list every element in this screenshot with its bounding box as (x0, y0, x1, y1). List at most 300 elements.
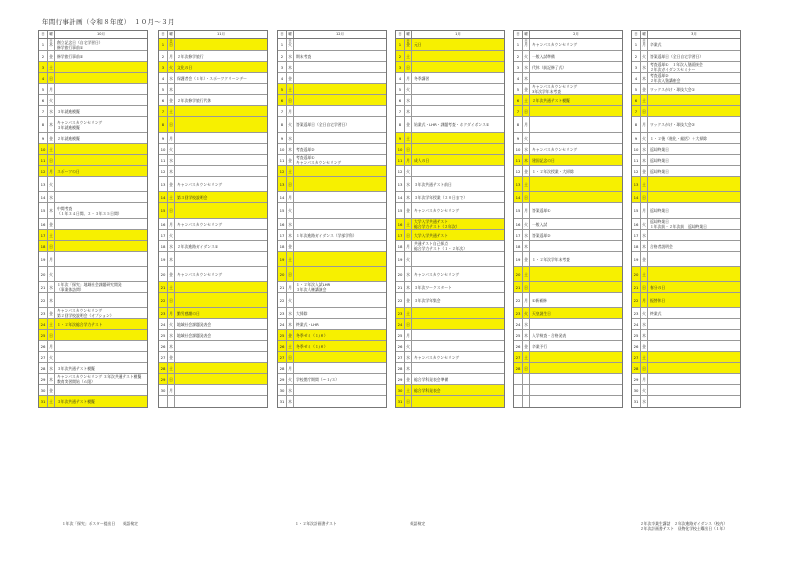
calendar-row (39, 203, 147, 219)
event-cell (530, 293, 622, 307)
event-cell (294, 144, 386, 154)
footer-note (62, 521, 138, 526)
event-text: ３年次学年授業（２０日まで） (414, 194, 468, 200)
event-cell (412, 106, 504, 116)
weekday-label: 土 (48, 62, 55, 72)
day-number: 22 (278, 293, 287, 307)
day-number: 21 (39, 282, 48, 292)
weekday-label: 土 (405, 308, 412, 318)
day-number: 16 (39, 219, 48, 229)
event-cell (530, 51, 622, 61)
day-number: 18 (278, 241, 287, 251)
event-cell (175, 252, 267, 266)
day-number: 11 (396, 155, 405, 165)
event-cell (175, 84, 267, 94)
event-cell (530, 95, 622, 105)
calendar-row (514, 341, 622, 352)
weekday-label: 月 (641, 374, 648, 384)
day-number: 11 (278, 155, 287, 165)
weekday-label: 土 (523, 267, 530, 281)
calendar-row (39, 155, 147, 166)
event-text: 中間考査 (57, 205, 73, 211)
day-number: 23 (514, 308, 523, 318)
event-cell (55, 330, 147, 340)
calendar-row (39, 363, 147, 374)
calendar-row (278, 352, 386, 363)
event-cell (294, 230, 386, 240)
weekday-label: 金 (168, 177, 175, 191)
calendar-row (278, 166, 386, 177)
weekday-label: 金 (48, 133, 55, 143)
day-number: 24 (514, 319, 523, 329)
day-number: 17 (632, 230, 641, 240)
event-cell (412, 192, 504, 202)
calendar-row (278, 374, 386, 385)
weekday-label: 水 (287, 385, 294, 395)
event-text: 創立記念日（自宅学習日） (57, 39, 103, 45)
event-text: 春分の日 (650, 284, 666, 290)
event-cell (412, 267, 504, 281)
calendar-row (396, 330, 504, 341)
event-cell (530, 62, 622, 72)
weekday-label: 金 (641, 252, 648, 266)
event-cell (648, 133, 740, 143)
weekday-label: 月 (168, 133, 175, 143)
weekday-label: 月 (287, 192, 294, 202)
calendar-row (278, 62, 386, 73)
day-header: 日 (39, 31, 48, 38)
weekday-label: 水 (523, 319, 530, 329)
weekday-label: 火 (48, 352, 55, 362)
weekday-label: 月 (405, 155, 412, 165)
day-number: 9 (159, 133, 168, 143)
event-cell (175, 282, 267, 292)
event-text: 冬季ゼミ（１/８） (296, 343, 328, 349)
day-number: 27 (632, 352, 641, 362)
day-number: 12 (159, 166, 168, 176)
weekday-label: 金 (405, 374, 412, 384)
calendar-row (514, 192, 622, 203)
calendar-row (39, 282, 147, 293)
event-cell (175, 374, 267, 384)
weekday-label: 月 (168, 385, 175, 395)
weekday-label: 土 (641, 352, 648, 362)
calendar-row (632, 203, 740, 219)
weekday-label: 水 (48, 192, 55, 202)
event-text: キャンパスカウンセリング (57, 308, 103, 313)
weekday-label: 火 (641, 308, 648, 318)
event-cell (412, 241, 504, 251)
calendar-row (278, 133, 386, 144)
day-number: 18 (514, 241, 523, 251)
weekday-label: 木 (48, 39, 55, 50)
calendar-row (159, 166, 267, 177)
calendar-row (159, 117, 267, 133)
weekday-label: 火 (168, 144, 175, 154)
calendar-row (514, 363, 622, 374)
day-number: 4 (278, 73, 287, 83)
event-cell (412, 374, 504, 384)
event-cell (530, 330, 622, 340)
day-number: 20 (396, 267, 405, 281)
event-text: キャンパスカウンセリング (414, 354, 460, 360)
weekday-label: 日 (168, 374, 175, 384)
event-text: （事業体訪問） (57, 287, 84, 292)
calendar-row (159, 374, 267, 385)
calendar-row (278, 241, 386, 252)
calendar-row (396, 267, 504, 282)
day-number: 23 (396, 308, 405, 318)
calendar-row (159, 319, 267, 330)
event-text: 第２回学校説明会（オプション） (57, 313, 114, 318)
weekday-label: 日 (287, 177, 294, 191)
weekday-label: 日 (48, 73, 55, 83)
calendar-row (278, 39, 386, 51)
calendar-row (39, 252, 147, 267)
weekday-label: 水 (48, 363, 55, 373)
event-cell (412, 252, 504, 266)
event-cell (294, 133, 386, 143)
event-cell (648, 62, 740, 72)
day-number: 14 (159, 192, 168, 202)
day-number: 2 (278, 51, 287, 61)
event-cell (530, 241, 622, 251)
calendar-row (159, 155, 267, 166)
event-cell (55, 241, 147, 251)
weekday-label: 月 (168, 51, 175, 61)
calendar-row (278, 267, 386, 282)
event-cell (55, 166, 147, 176)
weekday-label: 火 (168, 319, 175, 329)
event-text: 共通テスト自己採点 (414, 241, 449, 246)
day-number: 26 (39, 341, 48, 351)
event-cell (412, 308, 504, 318)
calendar-row (514, 267, 622, 282)
weekday-label: 金 (287, 330, 294, 340)
event-cell (648, 51, 740, 61)
event-cell (648, 73, 740, 83)
calendar-row (278, 155, 386, 166)
weekday-label: 水 (168, 330, 175, 340)
event-text: 返却終業日 (650, 157, 669, 163)
weekday-label: 火 (168, 62, 175, 72)
calendar-row (159, 252, 267, 267)
calendar-row (514, 396, 622, 407)
calendar-row (514, 106, 622, 117)
event-cell (55, 352, 147, 362)
calendar-row (159, 192, 267, 203)
event-cell (175, 230, 267, 240)
weekday-label: 月 (48, 84, 55, 94)
day-number: 8 (159, 117, 168, 132)
weekday-label: 火 (287, 293, 294, 307)
calendar-row (632, 177, 740, 192)
event-cell (175, 166, 267, 176)
day-number: 8 (39, 117, 48, 132)
event-text: キャンパスカウンセリング (57, 119, 103, 125)
calendar-row (396, 192, 504, 203)
weekday-label: 水 (287, 219, 294, 229)
event-text: 大掃除 (296, 310, 308, 316)
day-number: 3 (396, 62, 405, 72)
event-text: 建国記念の日 (532, 157, 555, 163)
day-number: 29 (278, 374, 287, 384)
event-cell (648, 396, 740, 407)
weekday-label: 水 (641, 396, 648, 407)
day-number: 7 (396, 106, 405, 116)
weekday-label: 火 (523, 133, 530, 143)
event-text: １・２年次総合学力テスト (57, 321, 103, 327)
event-cell (648, 230, 740, 240)
weekday-label: 金 (48, 219, 55, 229)
day-number: 25 (396, 330, 405, 340)
weekday-label: 土 (405, 51, 412, 61)
weekday-label: 水 (641, 319, 648, 329)
calendar-row (278, 51, 386, 62)
event-cell (412, 219, 504, 229)
weekday-label: 木 (405, 282, 412, 292)
weekday-label: 月 (48, 252, 55, 266)
event-cell (294, 73, 386, 83)
weekday-label: 金 (523, 84, 530, 94)
event-text: 第３回学校説明会 (177, 194, 208, 200)
day-number: 17 (514, 230, 523, 240)
calendar-row (396, 155, 504, 166)
event-text: 一般入試準備 (532, 53, 555, 59)
event-cell (175, 341, 267, 351)
weekday-label: 月 (523, 293, 530, 307)
event-cell (175, 155, 267, 165)
event-cell (412, 341, 504, 351)
weekday-label: 金 (641, 341, 648, 351)
weekday-label: 水 (287, 133, 294, 143)
weekday-label: 月 (168, 219, 175, 229)
calendar-row (514, 73, 622, 84)
event-text: キャンパスカウンセリング ３年次共通テスト模擬 (57, 374, 142, 379)
weekday-label: 日 (405, 144, 412, 154)
event-cell (530, 84, 622, 94)
calendar-row (632, 51, 740, 62)
day-number: 20 (632, 267, 641, 281)
weekday-label: 月 (287, 282, 294, 292)
calendar-row (159, 267, 267, 282)
calendar-row (39, 144, 147, 155)
event-text: ３年次人権講演会 (296, 287, 327, 292)
month-column (38, 30, 148, 408)
calendar-row (396, 62, 504, 73)
weekday-label: 金 (287, 241, 294, 251)
event-cell (55, 341, 147, 351)
day-number: 12 (396, 166, 405, 176)
weekday-label: 日 (523, 106, 530, 116)
event-cell (412, 166, 504, 176)
event-cell (294, 267, 386, 281)
calendar-row (159, 106, 267, 117)
calendar-row (39, 330, 147, 341)
day-number: 21 (396, 282, 405, 292)
event-cell (175, 73, 267, 83)
calendar-row (39, 117, 147, 133)
weekday-label: 木 (287, 230, 294, 240)
event-cell (175, 106, 267, 116)
event-cell (530, 385, 622, 395)
weekday-label: 金 (287, 155, 294, 165)
calendar-row (39, 219, 147, 230)
weekday-label: 木 (287, 396, 294, 407)
event-cell (530, 252, 622, 266)
calendar-row (278, 84, 386, 95)
day-number: 2 (396, 51, 405, 61)
event-cell (412, 363, 504, 373)
calendar-row (514, 203, 622, 219)
event-cell (55, 282, 147, 292)
weekday-label: 土 (48, 230, 55, 240)
weekday-label: 日 (405, 396, 412, 407)
day-number: 5 (632, 84, 641, 94)
event-cell (175, 51, 267, 61)
event-cell (412, 352, 504, 362)
day-number: 18 (159, 241, 168, 251)
calendar-row (396, 363, 504, 374)
calendar-row (39, 396, 147, 407)
calendar-row (39, 133, 147, 144)
weekday-label: 金 (523, 252, 530, 266)
day-number: 20 (278, 267, 287, 281)
event-text: 天皇誕生日 (532, 310, 551, 316)
event-cell (294, 177, 386, 191)
event-text: 総合学力テスト（１・２年次） (414, 246, 468, 251)
calendar-row (39, 293, 147, 308)
footer-note-line: 英語検定 (410, 521, 426, 526)
weekday-label: 火 (48, 267, 55, 281)
day-number: 9 (632, 133, 641, 143)
day-number: 3 (632, 62, 641, 72)
weekday-label: 金 (48, 51, 55, 61)
calendar-row (159, 84, 267, 95)
weekday-label: 土 (523, 95, 530, 105)
event-cell (412, 62, 504, 72)
day-number: 25 (159, 330, 168, 340)
weekday-label: 日 (523, 282, 530, 292)
weekday-label: 土 (405, 219, 412, 229)
day-number: 8 (514, 117, 523, 132)
day-number: 25 (39, 330, 48, 340)
day-number: 16 (159, 219, 168, 229)
day-number: 27 (514, 352, 523, 362)
event-cell (294, 51, 386, 61)
event-text: 振替休日 (650, 297, 666, 303)
weekday-label: 水 (405, 267, 412, 281)
weekday-label: 水 (287, 308, 294, 318)
weekday-label (523, 374, 530, 384)
event-cell (648, 106, 740, 116)
event-text: キャンパスカウンセリング (532, 42, 578, 47)
weekday-label: 金 (405, 117, 412, 132)
event-text: 合格者説明会 (650, 243, 673, 249)
day-number: 22 (39, 293, 48, 307)
weekday-label: 火 (287, 374, 294, 384)
calendar-row (39, 385, 147, 396)
day-number: 11 (39, 155, 48, 165)
weekday-label: 火 (405, 252, 412, 266)
weekday-label: 火 (523, 308, 530, 318)
event-cell (530, 155, 622, 165)
event-text: ３年就進模擬 (57, 124, 80, 130)
event-cell (55, 95, 147, 105)
calendar-row (632, 155, 740, 166)
event-text: キャンパスカウンセリング (532, 146, 578, 152)
day-number: 4 (39, 73, 48, 83)
event-cell (412, 84, 504, 94)
calendar-row (396, 84, 504, 95)
event-cell (175, 203, 267, 218)
event-cell (55, 385, 147, 395)
day-number: 28 (514, 363, 523, 373)
day-number: 20 (159, 267, 168, 281)
month-header (396, 31, 504, 43)
day-number: 6 (278, 95, 287, 105)
weekday-label: 土 (287, 252, 294, 266)
event-cell (648, 385, 740, 395)
event-text: １年次進路ガイダンス（学部学科） (296, 232, 357, 238)
day-number: 25 (632, 330, 641, 340)
calendar-row (159, 219, 267, 230)
event-text: 総合学科発表会準備 (414, 376, 449, 382)
day-number: 10 (159, 144, 168, 154)
day-number: 18 (632, 241, 641, 251)
event-text: 考査返却② (296, 146, 315, 152)
event-text: キャンパスカウンセリング (177, 271, 223, 277)
event-cell (55, 203, 147, 218)
calendar-row (396, 219, 504, 230)
day-number: 8 (278, 117, 287, 132)
day-number: 14 (39, 192, 48, 202)
weekday-label: 木 (48, 374, 55, 384)
event-cell (530, 144, 622, 154)
event-text: キャンパスカウンセリング (296, 160, 342, 165)
calendar-row (632, 84, 740, 95)
day-number: 13 (159, 177, 168, 191)
event-cell (648, 341, 740, 351)
day-header: 日 (278, 31, 287, 38)
calendar-row (159, 352, 267, 363)
event-text: 卒業予行 (532, 343, 548, 349)
event-text: ①新補修 (532, 297, 547, 303)
event-text: スポーツの日 (57, 168, 80, 174)
event-text: 答案返却② (532, 232, 551, 238)
day-number: 22 (632, 293, 641, 307)
day-number: 6 (632, 95, 641, 105)
day-number: 10 (396, 144, 405, 154)
calendar-row (159, 293, 267, 308)
event-text: 代休（前記修了式） (532, 64, 567, 70)
calendar-row (514, 352, 622, 363)
weekday-header: 曜日 (287, 31, 294, 38)
calendar-row (159, 177, 267, 192)
event-cell (648, 192, 740, 202)
event-text: ３年次共通テスト前日 (414, 181, 452, 187)
event-cell (648, 319, 740, 329)
day-header: 日 (159, 31, 168, 38)
event-cell (294, 252, 386, 266)
day-number: 25 (278, 330, 287, 340)
calendar-row (514, 319, 622, 330)
event-cell (55, 51, 147, 61)
day-number: 19 (632, 252, 641, 266)
weekday-label: 木 (405, 192, 412, 202)
event-cell (530, 230, 622, 240)
calendar-row (278, 341, 386, 352)
